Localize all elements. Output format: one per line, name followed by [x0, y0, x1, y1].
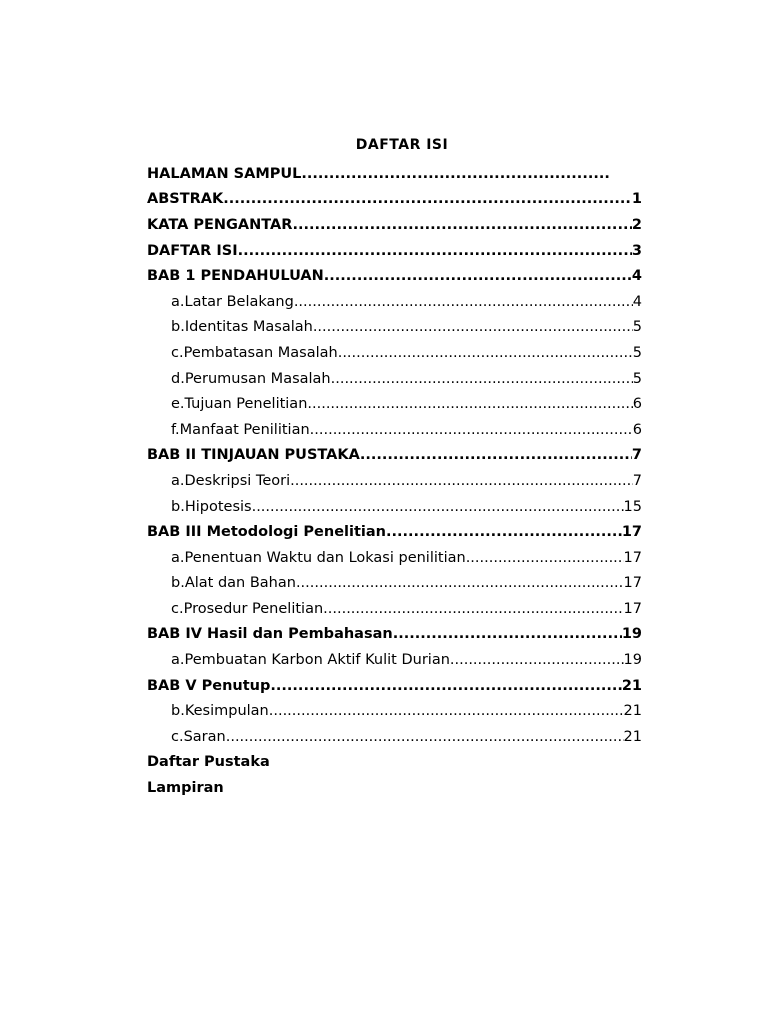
toc-entry	[147, 161, 642, 187]
toc-entry-title: Pembatasan Masalah	[183, 344, 338, 361]
toc-subentry	[147, 417, 642, 443]
toc-entry	[147, 750, 642, 776]
toc-entry-title: Hipotesis	[184, 498, 252, 515]
toc-entry	[147, 673, 642, 699]
toc-entry-title: HALAMAN SAMPUL	[147, 165, 302, 182]
toc-page-number: 7	[632, 472, 642, 489]
dot-leader	[324, 268, 632, 284]
toc-entry-title: BAB III Metodologi Penelitian	[147, 524, 387, 541]
toc-subentry	[147, 340, 642, 366]
toc-entry-title: BAB IV Hasil dan Pembahasan	[147, 626, 393, 643]
toc-subentry	[147, 494, 642, 520]
toc-entry-marker: b.	[171, 575, 185, 592]
toc-entry	[147, 263, 642, 289]
toc-entry-title: Latar Belakang	[184, 293, 294, 310]
toc-entry-title: Identitas Masalah	[184, 319, 313, 336]
dot-leader	[360, 447, 632, 463]
toc-subentry	[147, 596, 642, 622]
dot-leader	[292, 217, 631, 233]
toc-entry-title: BAB II TINJAUAN PUSTAKA	[147, 447, 360, 464]
toc-page-number: 21	[621, 677, 642, 694]
toc-entry	[147, 622, 642, 648]
dot-leader	[450, 652, 624, 668]
toc-page-number: 2	[631, 216, 642, 233]
toc-page-number: 21	[623, 703, 642, 720]
toc-entry-title: Alat dan Bahan	[184, 575, 296, 592]
dot-leader	[269, 703, 624, 719]
toc-entry-title: Tujuan Penelitian	[184, 396, 308, 413]
dot-leader	[238, 243, 632, 259]
dot-leader	[313, 319, 633, 335]
toc-page-number: 21	[623, 728, 642, 745]
toc-entry-marker: b.	[171, 703, 185, 720]
toc-entry-marker: c.	[171, 600, 184, 617]
dot-leader	[393, 626, 622, 642]
toc-entry-title: ABSTRAK	[147, 191, 224, 208]
toc-entry	[147, 443, 642, 469]
toc-entry-title: Lampiran	[147, 780, 224, 797]
toc-entry	[147, 775, 642, 801]
toc-subentry	[147, 698, 642, 724]
toc-page-number: 7	[631, 447, 642, 464]
toc-entry-title: Saran	[183, 728, 226, 745]
dot-leader	[223, 191, 632, 207]
toc-entry-title: Manfaat Penilitian	[179, 421, 310, 438]
toc-subentry	[147, 571, 642, 597]
toc-subentry	[147, 724, 642, 750]
toc-entry-title: BAB V Penutup	[147, 677, 271, 694]
dot-leader	[310, 422, 633, 438]
dot-leader	[226, 729, 624, 745]
dot-leader	[307, 396, 632, 412]
toc-page-number: 4	[632, 293, 642, 310]
toc-entry-title: Deskripsi Teori	[184, 472, 291, 489]
toc-entry-title: Daftar Pustaka	[147, 754, 270, 771]
table-of-contents	[147, 161, 642, 801]
toc-entry-marker: a.	[171, 472, 185, 489]
toc-entry-title: Kesimpulan	[184, 703, 269, 720]
toc-entry-title: Pembuatan Karbon Aktif Kulit Durian	[184, 652, 450, 669]
toc-entry	[147, 212, 642, 238]
toc-entry-marker: a.	[171, 652, 185, 669]
dot-leader	[331, 371, 633, 387]
toc-entry-title: Perumusan Masalah	[184, 370, 331, 387]
toc-entry-marker: f.	[171, 421, 180, 438]
toc-subentry	[147, 647, 642, 673]
toc-page-number: 1	[631, 191, 642, 208]
toc-page-number: 17	[623, 600, 642, 617]
toc-entry-marker: a.	[171, 549, 185, 566]
toc-page-number: 4	[631, 268, 642, 285]
dot-leader	[338, 345, 633, 361]
toc-entry-title: BAB 1 PENDAHULUAN	[147, 268, 324, 285]
toc-entry-title: KATA PENGANTAR	[147, 216, 293, 233]
toc-subentry	[147, 366, 642, 392]
toc-entry-marker: b.	[171, 319, 185, 336]
toc-page-number: 15	[623, 498, 642, 515]
dot-leader	[290, 473, 633, 489]
toc-page-number: 19	[623, 652, 642, 669]
dot-leader	[301, 166, 611, 182]
toc-page-number: 19	[621, 626, 642, 643]
toc-entry	[147, 187, 642, 213]
toc-entry-marker: e.	[171, 396, 185, 413]
toc-entry	[147, 519, 642, 545]
toc-page-number: 3	[631, 242, 642, 259]
toc-page-number: 17	[623, 549, 642, 566]
toc-entry-marker: a.	[171, 293, 185, 310]
toc-entry-marker: d.	[171, 370, 185, 387]
toc-entry-title: Penentuan Waktu dan Lokasi penilitian	[184, 549, 466, 566]
toc-page-number: 5	[632, 319, 642, 336]
toc-page-number: 17	[623, 575, 642, 592]
toc-subentry	[147, 545, 642, 571]
toc-entry-marker: c.	[171, 344, 184, 361]
toc-page-number: 6	[632, 396, 642, 413]
toc-entry-title: Prosedur Penelitian	[183, 600, 324, 617]
toc-entry	[147, 238, 642, 264]
toc-subentry	[147, 391, 642, 417]
toc-subentry	[147, 315, 642, 341]
toc-entry-title: DAFTAR ISI	[147, 242, 238, 259]
toc-page-number: 5	[632, 344, 642, 361]
dot-leader	[296, 575, 624, 591]
dot-leader	[294, 294, 633, 310]
toc-page-number: 5	[632, 370, 642, 387]
toc-entry-marker: c.	[171, 728, 184, 745]
dot-leader	[270, 678, 621, 694]
toc-subentry	[147, 289, 642, 315]
dot-leader	[252, 499, 624, 515]
dot-leader	[323, 601, 623, 617]
toc-entry-marker: b.	[171, 498, 185, 515]
toc-subentry	[147, 468, 642, 494]
toc-page-number: 17	[621, 524, 642, 541]
dot-leader	[386, 524, 622, 540]
page-title: DAFTAR ISI	[355, 137, 449, 153]
toc-page-number: 6	[632, 421, 642, 438]
dot-leader	[466, 550, 624, 566]
